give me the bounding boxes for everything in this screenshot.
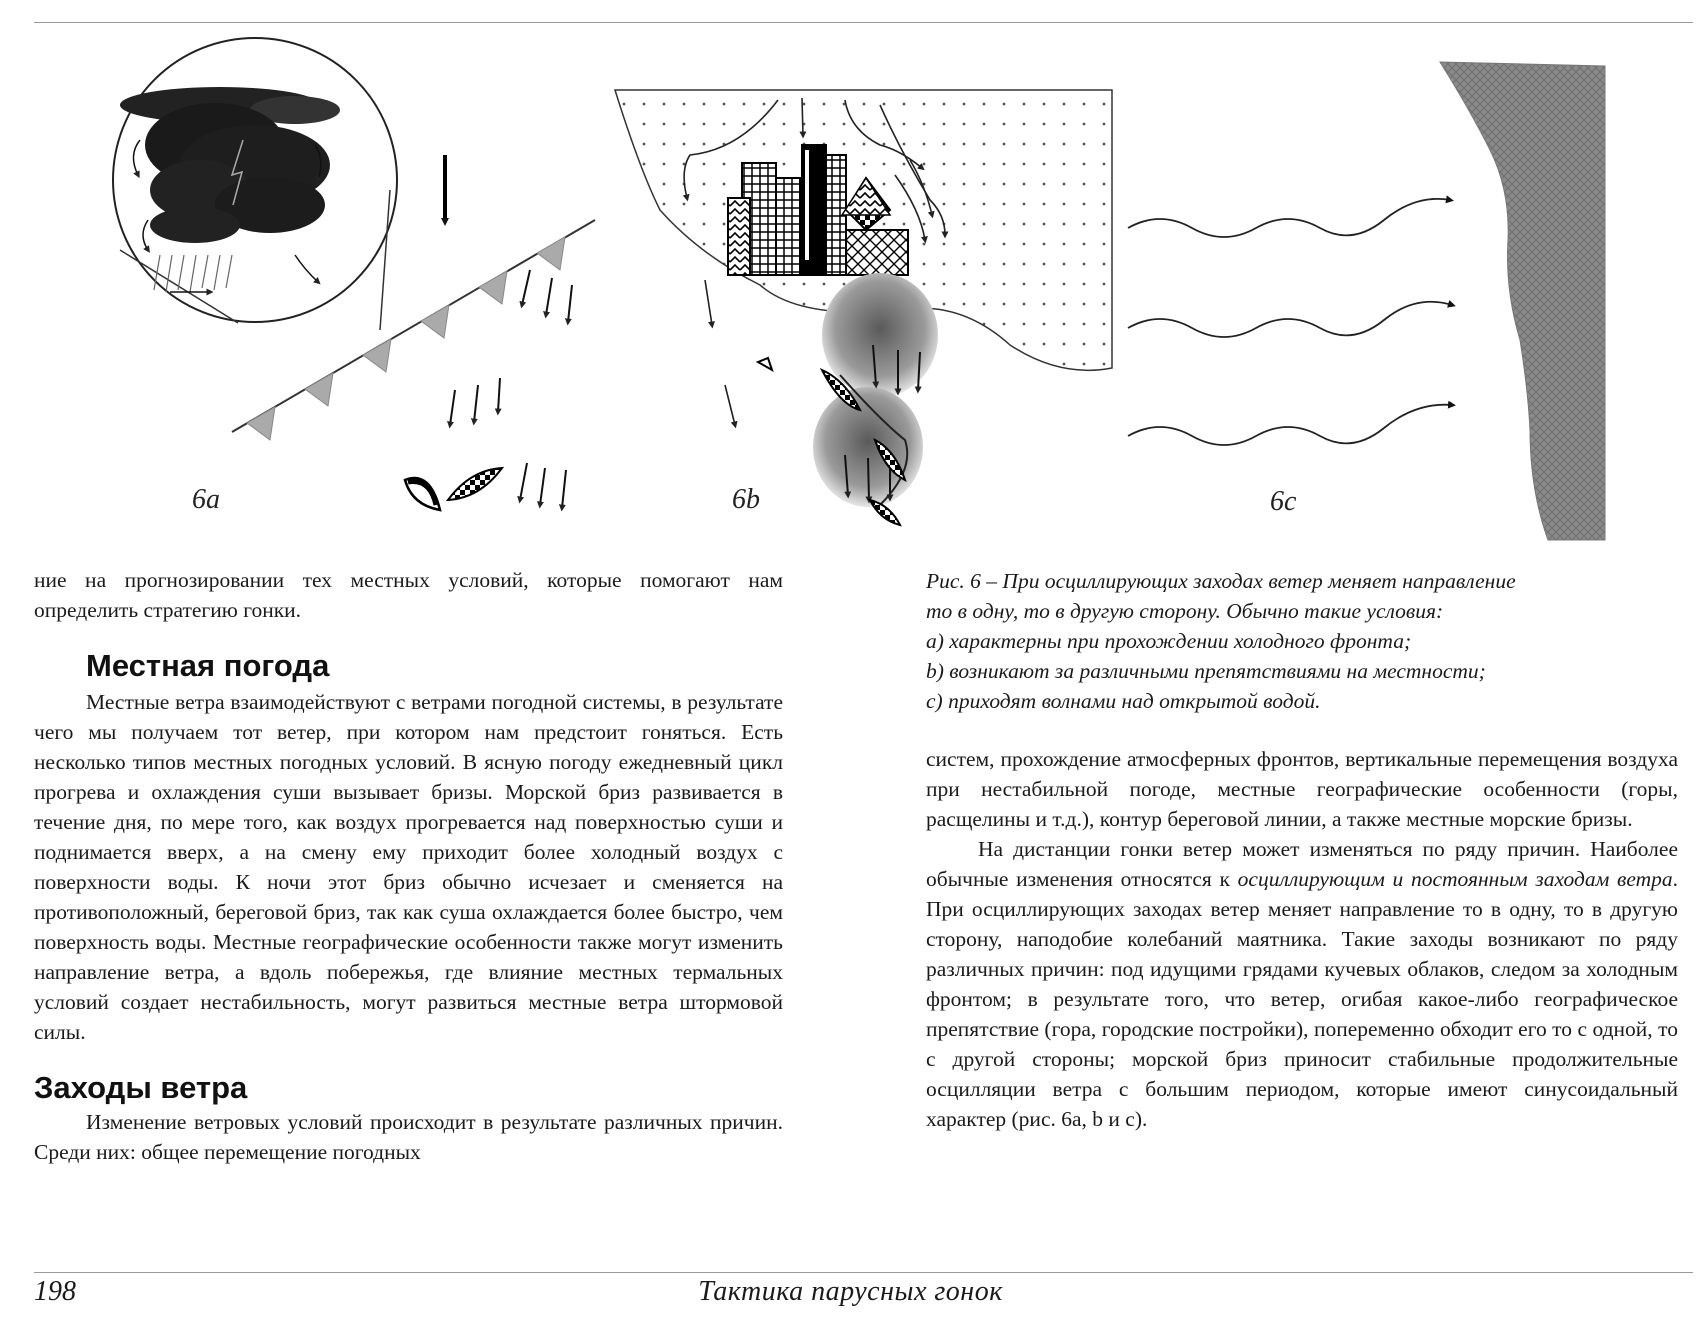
figure-6 [0, 25, 1701, 545]
sailboat-icon [405, 478, 440, 510]
caption-line: Рис. 6 – При осциллирующих заходах ветер меняет направление [926, 569, 1516, 593]
figure-6c [1128, 62, 1605, 540]
left-column [34, 565, 783, 1167]
paragraph-wind-shifts: Изменение ветровых условий происходит в результате различных причин. Среди них: общее перемещение погодных [34, 1110, 783, 1164]
figure-label-6a: 6a [192, 484, 220, 515]
wind-shift-arrows [450, 270, 572, 508]
top-rule [34, 22, 1693, 23]
running-title: Тактика парусных гонок [698, 1276, 1003, 1307]
bottom-rule [34, 1272, 1693, 1273]
figure-6a [113, 38, 595, 515]
figure-6b [615, 90, 1112, 525]
sailboat-icon [448, 468, 502, 500]
right-column [926, 744, 1678, 1134]
section-heading-local-weather: Местная погода [86, 648, 330, 683]
paragraph-continuation: ние на прогнозировании тех местных условий, которые помогают нам определить стратегию гонки. [34, 568, 783, 622]
gust-clouds [813, 273, 938, 507]
caption-line: b) возникают за различными препятствиями на местности; [926, 659, 1486, 683]
caption-line: a) характерны при прохождении холодного фронта; [926, 629, 1412, 653]
paragraph-right-2: На дистанции гонки ветер может изменяться по ряду причин. Наиболее обычные изменения относятся к осциллирующим и постоянным заходам ветра. При осциллирующих заходах ветер меняет направление то в одну, то в другую сторону, наподобие колебаний маятника. Такие заходы возникают по ряду различных причин: под идущими грядами кучевых облаков, следом за холодным фронтом; в результате того, что ветер, огибая какое-либо географическое препятствие (гора, городские постройки), попеременно обходит его то с одной, то с другой стороны; морской бриз приносит стабильные продолжительные осцилляции ветра с большим периодом, которые имеют синусоидальный характер (рис. 6a, b и c). [926, 837, 1678, 1131]
figure-label-6c: 6c [1270, 486, 1297, 517]
figure-caption [926, 566, 1678, 716]
caption-line: c) приходят волнами над открытой водой. [926, 689, 1321, 713]
wind-waves [1128, 199, 1452, 445]
section-heading-wind-shifts: Заходы ветра [34, 1070, 248, 1105]
figure-label-6b: 6b [732, 484, 760, 515]
caption-line: то в одну, то в другую сторону. Обычно такие условия: [926, 599, 1444, 623]
page-number: 198 [34, 1276, 76, 1307]
coastline [1440, 62, 1605, 540]
emphasis-oscillating-shifts: осциллирующим и постоянным заходам ветра [1237, 867, 1673, 891]
paragraph-right-1: систем, прохождение атмосферных фронтов, вертикальные перемещения воздуха при нестабильной погоде, местные географические особенности (горы, расщелины и т.д.), контур береговой линии, а также местные морские бризы. [926, 747, 1678, 831]
buoy-icon [758, 358, 772, 370]
paragraph-local-weather: Местные ветра взаимодействуют с ветрами погодной системы, в результате чего мы получаем тот ветер, при котором нам предстоит гоняться. Есть несколько типов местных погодных условий. В ясную погоду ежедневный цикл прогрева и охлаждения суши вызывает бризы. Морской бриз развивается в течение дня, по мере того, как воздух прогревается над поверхностью суши и поднимается вверх, а на смену ему приходит более холодный воздух с поверхности воды. К ночи этот бриз обычно исчезает и сменяется на противоположный, береговой бриз, так как суша охлаждается более быстро, чем поверхность воды. Местные географические особенности также могут изменить направление ветра, а вдоль побережья, где влияние местных термальных условий создает нестабильность, могут развиться местные ветра штормовой силы. [34, 690, 783, 1044]
